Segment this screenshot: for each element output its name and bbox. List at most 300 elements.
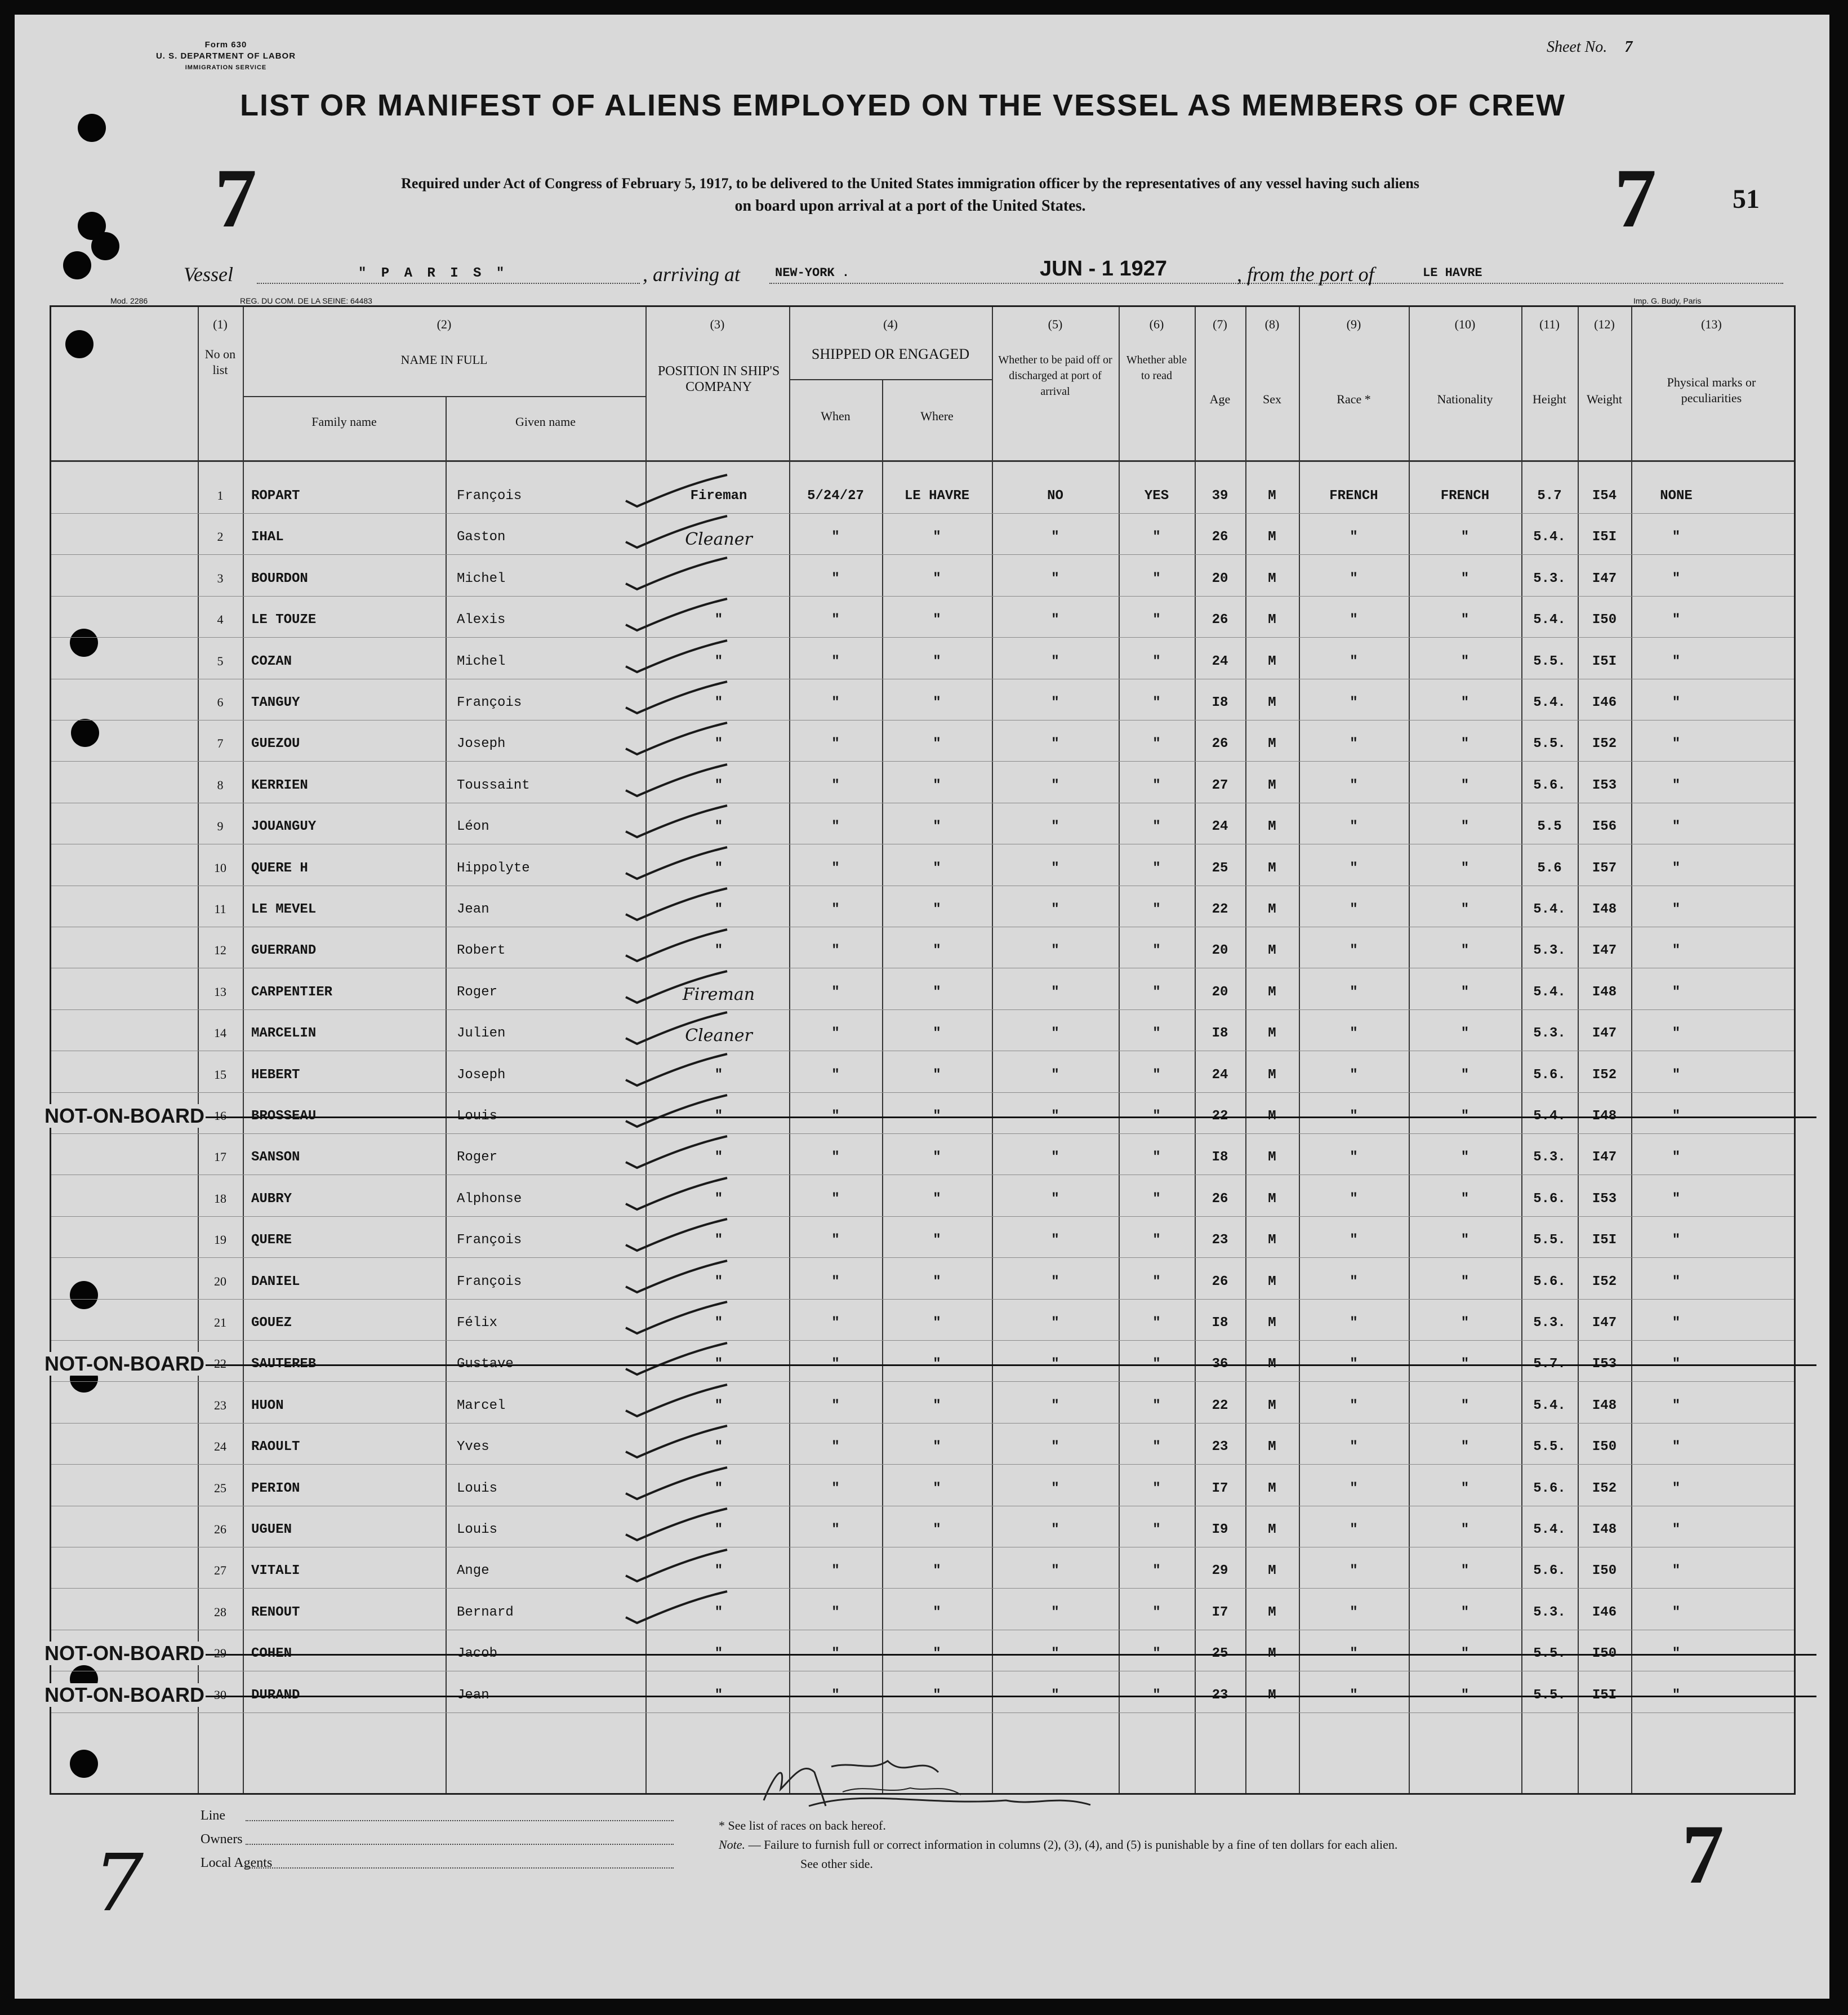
row-separator	[51, 1588, 1794, 1589]
header-age: Age	[1209, 392, 1231, 406]
cell-able-to-read: "	[1152, 778, 1161, 793]
cell-nationality: "	[1460, 571, 1470, 586]
row-separator	[51, 1133, 1794, 1134]
column-number: (10)	[1454, 317, 1476, 331]
column-number: (3)	[710, 317, 725, 331]
check-mark-icon	[614, 554, 738, 599]
cell-position: "	[714, 861, 723, 876]
cell-paid-off: "	[1051, 1481, 1059, 1496]
service: IMMIGRATION SERVICE	[185, 64, 267, 71]
cell-physical-marks: "	[1672, 985, 1681, 1000]
cell-race: FRENCH	[1329, 488, 1378, 504]
see-other-side: See other side.	[800, 1857, 873, 1871]
check-mark-stroke	[626, 764, 727, 796]
footer-line-label: Line	[201, 1808, 225, 1823]
cell-able-to-read: "	[1152, 1356, 1161, 1372]
cell-where: LE HAVRE	[904, 488, 970, 504]
header-name-in-full: NAME IN FULL	[400, 353, 488, 367]
cell-no: 1	[217, 488, 224, 502]
cell-able-to-read: "	[1152, 943, 1161, 958]
cell-family-name: ROPART	[251, 488, 300, 504]
cell-race: "	[1350, 1315, 1358, 1331]
check-mark-icon	[614, 844, 738, 889]
cell-sex: M	[1268, 1356, 1276, 1372]
crew-manifest-table	[44, 305, 1796, 1795]
cell-position: "	[714, 778, 723, 793]
cell-height: 5.6.	[1533, 778, 1566, 793]
cell-nationality: "	[1460, 654, 1470, 669]
cell-no: 3	[217, 571, 224, 585]
cell-nationality: "	[1460, 1109, 1470, 1124]
cell-no: 12	[214, 943, 226, 957]
cell-height: 5.5.	[1533, 1439, 1566, 1454]
cell-weight: I54	[1592, 488, 1617, 504]
cell-where: "	[933, 1356, 941, 1372]
cell-given-name: Robert	[457, 943, 506, 958]
strikethrough-line	[51, 1654, 1816, 1656]
check-mark-stroke	[626, 929, 727, 961]
cell-family-name: IHAL	[251, 530, 284, 545]
cell-physical-marks: "	[1672, 1646, 1681, 1661]
cell-family-name: COHEN	[251, 1646, 292, 1661]
cell-weight: I5I	[1592, 1233, 1617, 1248]
check-mark-icon	[614, 1422, 738, 1467]
cell-family-name: RENOUT	[251, 1605, 300, 1620]
cell-position: "	[714, 1439, 723, 1454]
cell-paid-off: "	[1051, 571, 1059, 586]
check-mark-icon	[614, 968, 738, 1013]
cell-sex: M	[1268, 1067, 1276, 1083]
cell-weight: I48	[1592, 1109, 1617, 1124]
cell-nationality: "	[1460, 819, 1470, 834]
cell-family-name: DURAND	[251, 1688, 300, 1703]
column-number: (12)	[1594, 317, 1615, 331]
cell-height: 5.5.	[1533, 654, 1566, 669]
cell-race: "	[1350, 902, 1358, 917]
cell-nationality: "	[1460, 1356, 1470, 1372]
department: U. S. DEPARTMENT OF LABOR	[155, 51, 296, 61]
cell-no: 10	[214, 861, 226, 875]
cell-position: "	[714, 1398, 723, 1413]
cell-sex: M	[1268, 1522, 1276, 1537]
cell-physical-marks: "	[1672, 1067, 1681, 1083]
cell-when: "	[831, 1274, 840, 1289]
cell-paid-off: "	[1051, 778, 1059, 793]
cell-sex: M	[1268, 1233, 1276, 1248]
cell-age: 26	[1212, 1274, 1228, 1289]
cell-no: 28	[214, 1605, 226, 1619]
cell-given-name: Louis	[457, 1109, 498, 1124]
cell-weight: I57	[1592, 861, 1617, 876]
check-mark-stroke	[626, 1550, 727, 1581]
cell-when: "	[831, 943, 840, 958]
cell-when: "	[831, 654, 840, 669]
cell-where: "	[933, 1522, 941, 1537]
cell-height: 5.3.	[1533, 571, 1566, 586]
cell-position: "	[714, 1233, 723, 1248]
cell-given-name: Joseph	[457, 1067, 506, 1083]
cell-nationality: "	[1460, 1233, 1470, 1248]
registration: REG. DU COM. DE LA SEINE: 64483	[240, 296, 372, 305]
cell-nationality: "	[1460, 1274, 1470, 1289]
check-mark-icon	[614, 1133, 738, 1178]
cell-given-name: Louis	[457, 1522, 498, 1537]
cell-nationality: "	[1460, 1439, 1470, 1454]
cell-physical-marks: "	[1672, 819, 1681, 834]
cell-family-name: KERRIEN	[251, 778, 308, 793]
vessel-name: " P A R I S "	[358, 266, 508, 281]
row-separator	[51, 1340, 1794, 1341]
cell-where: "	[933, 530, 941, 545]
cell-physical-marks: "	[1672, 861, 1681, 876]
cell-no: 2	[217, 530, 224, 544]
cell-paid-off: "	[1051, 902, 1059, 917]
cell-given-name: Ange	[457, 1563, 489, 1578]
column-number: (11)	[1539, 317, 1560, 331]
cell-no: 11	[214, 902, 226, 916]
column-number: (2)	[437, 317, 452, 331]
cell-no: 15	[214, 1067, 226, 1082]
cell-where: "	[933, 1398, 941, 1413]
cell-family-name: GUEZOU	[251, 736, 300, 751]
cell-when: "	[831, 1688, 840, 1703]
cell-position: "	[714, 1067, 723, 1083]
header-position: POSITION IN SHIP'S COMPANY	[657, 364, 780, 394]
row-separator	[51, 1712, 1794, 1713]
cell-nationality: "	[1460, 736, 1470, 751]
check-mark-icon	[614, 471, 738, 517]
cell-given-name: Toussaint	[457, 778, 530, 793]
cell-where: "	[933, 1233, 941, 1248]
cell-height: 5.5	[1537, 819, 1562, 834]
cell-able-to-read: "	[1152, 1563, 1161, 1578]
cell-age: I8	[1212, 1315, 1228, 1331]
check-mark-stroke	[626, 475, 727, 506]
cell-able-to-read: "	[1152, 1439, 1161, 1454]
binder-hole	[63, 251, 91, 279]
cell-nationality: "	[1460, 1398, 1470, 1413]
cell-height: 5.4.	[1533, 985, 1566, 1000]
cell-when: "	[831, 1522, 840, 1537]
cell-when: "	[831, 1646, 840, 1661]
cell-sex: M	[1268, 943, 1276, 958]
column-number: (7)	[1213, 317, 1227, 331]
vessel-label: Vessel	[184, 263, 233, 286]
cell-position: "	[714, 1191, 723, 1207]
cell-sex: M	[1268, 902, 1276, 917]
cell-weight: I47	[1592, 1315, 1617, 1331]
cell-where: "	[933, 612, 941, 628]
cell-when: "	[831, 1109, 840, 1124]
cell-race: "	[1350, 1481, 1358, 1496]
cell-family-name: GUERRAND	[251, 943, 317, 958]
cell-height: 5.5.	[1533, 1233, 1566, 1248]
cell-nationality: FRENCH	[1440, 488, 1490, 504]
row-separator	[51, 1299, 1794, 1300]
cell-height: 5.4.	[1533, 1522, 1566, 1537]
races-footnote: * See list of races on back hereof.	[719, 1818, 886, 1832]
cell-family-name: BOURDON	[251, 571, 308, 586]
cell-when: "	[831, 1356, 840, 1372]
check-mark-stroke	[626, 1509, 727, 1540]
cell-position: Cleaner	[685, 530, 752, 549]
cell-given-name: Félix	[457, 1315, 498, 1331]
check-mark-icon	[614, 1257, 738, 1302]
cell-height: 5.6	[1537, 861, 1562, 876]
cell-position: "	[714, 695, 723, 710]
cell-sex: M	[1268, 571, 1276, 586]
footer-underline	[246, 1820, 674, 1821]
check-mark-icon	[614, 1381, 738, 1426]
cell-height: 5.5.	[1533, 1646, 1566, 1661]
cell-weight: I46	[1592, 695, 1617, 710]
cell-race: "	[1350, 1067, 1358, 1083]
cell-given-name: Julien	[457, 1026, 506, 1041]
footer-owners-label: Owners	[201, 1832, 243, 1847]
cell-nationality: "	[1460, 1522, 1470, 1537]
cell-able-to-read: "	[1152, 861, 1161, 876]
officer-signature	[741, 1738, 1113, 1823]
row-separator	[51, 513, 1794, 514]
cell-given-name: Yves	[457, 1439, 489, 1454]
cell-able-to-read: "	[1152, 1315, 1161, 1331]
check-mark-stroke	[626, 806, 727, 837]
cell-nationality: "	[1460, 1605, 1470, 1620]
check-mark-icon	[614, 1175, 738, 1220]
cell-sex: M	[1268, 488, 1276, 504]
check-mark-stroke	[626, 558, 727, 589]
cell-family-name: LE TOUZE	[251, 612, 317, 628]
check-mark-icon	[614, 1588, 738, 1633]
row-separator	[51, 1216, 1794, 1217]
cell-given-name: Léon	[457, 819, 489, 834]
cell-where: "	[933, 654, 941, 669]
cell-nationality: "	[1460, 695, 1470, 710]
cell-able-to-read: "	[1152, 1233, 1161, 1248]
note-label: Note.	[719, 1838, 746, 1852]
cell-able-to-read: "	[1152, 902, 1161, 917]
cell-weight: I47	[1592, 1026, 1617, 1041]
cell-able-to-read: "	[1152, 1481, 1161, 1496]
cell-no: 29	[214, 1646, 226, 1660]
check-mark-icon	[614, 926, 738, 971]
cell-sex: M	[1268, 778, 1276, 793]
arriving-port: NEW-YORK .	[775, 266, 850, 280]
cell-able-to-read: "	[1152, 654, 1161, 669]
cell-no: 5	[217, 654, 224, 668]
cell-position: "	[714, 736, 723, 751]
cell-weight: I47	[1592, 571, 1617, 586]
cell-sex: M	[1268, 819, 1276, 834]
cell-able-to-read: "	[1152, 736, 1161, 751]
cell-physical-marks: "	[1672, 612, 1681, 628]
handwritten-sheet-number-left: 7	[215, 152, 257, 245]
cell-where: "	[933, 1688, 941, 1703]
cell-when: "	[831, 861, 840, 876]
cell-paid-off: "	[1051, 1439, 1059, 1454]
cell-given-name: Gustave	[457, 1356, 514, 1372]
cell-physical-marks: "	[1672, 1356, 1681, 1372]
cell-when: "	[831, 530, 840, 545]
cell-able-to-read: "	[1152, 1150, 1161, 1165]
cell-weight: I52	[1592, 736, 1617, 751]
cell-paid-off: "	[1051, 1191, 1059, 1207]
cell-physical-marks: "	[1672, 571, 1681, 586]
cell-family-name: QUERE H	[251, 861, 308, 876]
cell-weight: I5I	[1592, 654, 1617, 669]
cell-able-to-read: "	[1152, 1067, 1161, 1083]
cell-age: 29	[1212, 1563, 1228, 1578]
handwritten-sheet-number-right: 7	[1614, 152, 1656, 245]
cell-able-to-read: "	[1152, 1646, 1161, 1661]
check-mark-stroke	[626, 1178, 727, 1209]
column-divider	[882, 380, 883, 1793]
cell-weight: I52	[1592, 1481, 1617, 1496]
cell-family-name: BROSSEAU	[251, 1109, 317, 1124]
footer-labels	[201, 1804, 272, 1875]
cell-position: "	[714, 612, 723, 628]
cell-given-name: Bernard	[457, 1605, 514, 1620]
check-mark-icon	[614, 1216, 738, 1261]
cell-paid-off: "	[1051, 1233, 1059, 1248]
cell-weight: I53	[1592, 1191, 1617, 1207]
cell-age: 36	[1212, 1356, 1228, 1372]
cell-position: "	[714, 1274, 723, 1289]
cell-weight: I53	[1592, 1356, 1617, 1372]
header-nationality: Nationality	[1437, 392, 1493, 406]
cell-family-name: VITALI	[251, 1563, 300, 1578]
cell-when: "	[831, 1398, 840, 1413]
cell-age: I8	[1212, 695, 1228, 710]
check-mark-stroke	[626, 1591, 727, 1623]
cell-when: "	[831, 1233, 840, 1248]
cell-race: "	[1350, 736, 1358, 751]
cell-given-name: Jean	[457, 1688, 489, 1703]
check-mark-stroke	[626, 1054, 727, 1086]
header-shipped-engaged: SHIPPED OR ENGAGED	[811, 346, 970, 362]
cell-race: "	[1350, 654, 1358, 669]
cell-weight: I50	[1592, 612, 1617, 628]
cell-age: 24	[1212, 1067, 1228, 1083]
cell-family-name: HUON	[251, 1398, 284, 1413]
cell-height: 5.4.	[1533, 1398, 1566, 1413]
cell-sex: M	[1268, 654, 1276, 669]
column-number: (6)	[1149, 317, 1164, 331]
cell-race: "	[1350, 1522, 1358, 1537]
cell-given-name: Roger	[457, 1150, 498, 1165]
column-number: (1)	[213, 317, 228, 331]
cell-family-name: MARCELIN	[251, 1026, 317, 1041]
cell-family-name: GOUEZ	[251, 1315, 292, 1331]
cell-physical-marks: "	[1672, 902, 1681, 917]
arriving-label: , arriving at	[643, 263, 741, 286]
cell-physical-marks: "	[1672, 778, 1681, 793]
cell-physical-marks: "	[1672, 1605, 1681, 1620]
cell-physical-marks: "	[1672, 1191, 1681, 1207]
cell-where: "	[933, 1605, 941, 1620]
cell-age: 22	[1212, 1398, 1228, 1413]
cell-paid-off: "	[1051, 612, 1059, 628]
cell-where: "	[933, 1563, 941, 1578]
cell-physical-marks: "	[1672, 1233, 1681, 1248]
cell-position: "	[714, 943, 723, 958]
cell-age: 26	[1212, 612, 1228, 628]
cell-sex: M	[1268, 1274, 1276, 1289]
cell-height: 5.4.	[1533, 612, 1566, 628]
penalty-note	[719, 1838, 1397, 1852]
cell-physical-marks: "	[1672, 1398, 1681, 1413]
cell-where: "	[933, 1191, 941, 1207]
check-mark-stroke	[626, 1012, 727, 1044]
cell-family-name: RAOULT	[251, 1439, 300, 1454]
cell-when: "	[831, 1481, 840, 1496]
cell-where: "	[933, 902, 941, 917]
cell-weight: I52	[1592, 1067, 1617, 1083]
cell-sex: M	[1268, 530, 1276, 545]
cell-weight: I52	[1592, 1274, 1617, 1289]
row-separator	[51, 1381, 1794, 1382]
cell-age: I7	[1212, 1605, 1228, 1620]
cell-able-to-read: "	[1152, 1274, 1161, 1289]
page-number: 51	[1733, 184, 1760, 214]
cell-weight: I50	[1592, 1439, 1617, 1454]
check-mark-stroke	[626, 1095, 727, 1127]
cell-race: "	[1350, 1356, 1358, 1372]
cell-race: "	[1350, 778, 1358, 793]
cell-age: I7	[1212, 1481, 1228, 1496]
cell-when: "	[831, 778, 840, 793]
check-mark-icon	[614, 1505, 738, 1550]
cell-paid-off: "	[1051, 1067, 1059, 1083]
cell-sex: M	[1268, 1605, 1276, 1620]
cell-physical-marks: "	[1672, 943, 1681, 958]
cell-when: "	[831, 1605, 840, 1620]
cell-race: "	[1350, 1109, 1358, 1124]
cell-able-to-read: "	[1152, 1605, 1161, 1620]
cell-sex: M	[1268, 861, 1276, 876]
cell-race: "	[1350, 695, 1358, 710]
sheet-number	[1547, 38, 1632, 56]
cell-nationality: "	[1460, 1315, 1470, 1331]
cell-physical-marks: "	[1672, 736, 1681, 751]
check-mark-stroke	[626, 1343, 727, 1375]
cell-weight: I47	[1592, 1150, 1617, 1165]
row-separator	[51, 1092, 1794, 1093]
cell-sex: M	[1268, 1563, 1276, 1578]
cell-paid-off: "	[1051, 1398, 1059, 1413]
cell-given-name: Alphonse	[457, 1191, 522, 1207]
cell-nationality: "	[1460, 943, 1470, 958]
cell-where: "	[933, 1067, 941, 1083]
row-separator	[51, 1009, 1794, 1010]
cell-height: 5.3.	[1533, 1315, 1566, 1331]
cell-height: 5.5.	[1533, 736, 1566, 751]
cell-height: 5.3.	[1533, 1605, 1566, 1620]
cell-family-name: CARPENTIER	[251, 985, 333, 1000]
cell-physical-marks: "	[1672, 1481, 1681, 1496]
cell-able-to-read: "	[1152, 1191, 1161, 1207]
mod-number: Mod. 2286	[110, 296, 148, 305]
strikethrough-line	[51, 1117, 1816, 1118]
cell-when: "	[831, 985, 840, 1000]
cell-where: "	[933, 695, 941, 710]
cell-given-name: François	[457, 1274, 522, 1289]
cell-no: 18	[214, 1191, 226, 1206]
footer-local-agents-label: Local Agents	[201, 1856, 273, 1870]
cell-given-name: Jean	[457, 902, 489, 917]
column-number: (4)	[883, 317, 898, 331]
cell-race: "	[1350, 861, 1358, 876]
